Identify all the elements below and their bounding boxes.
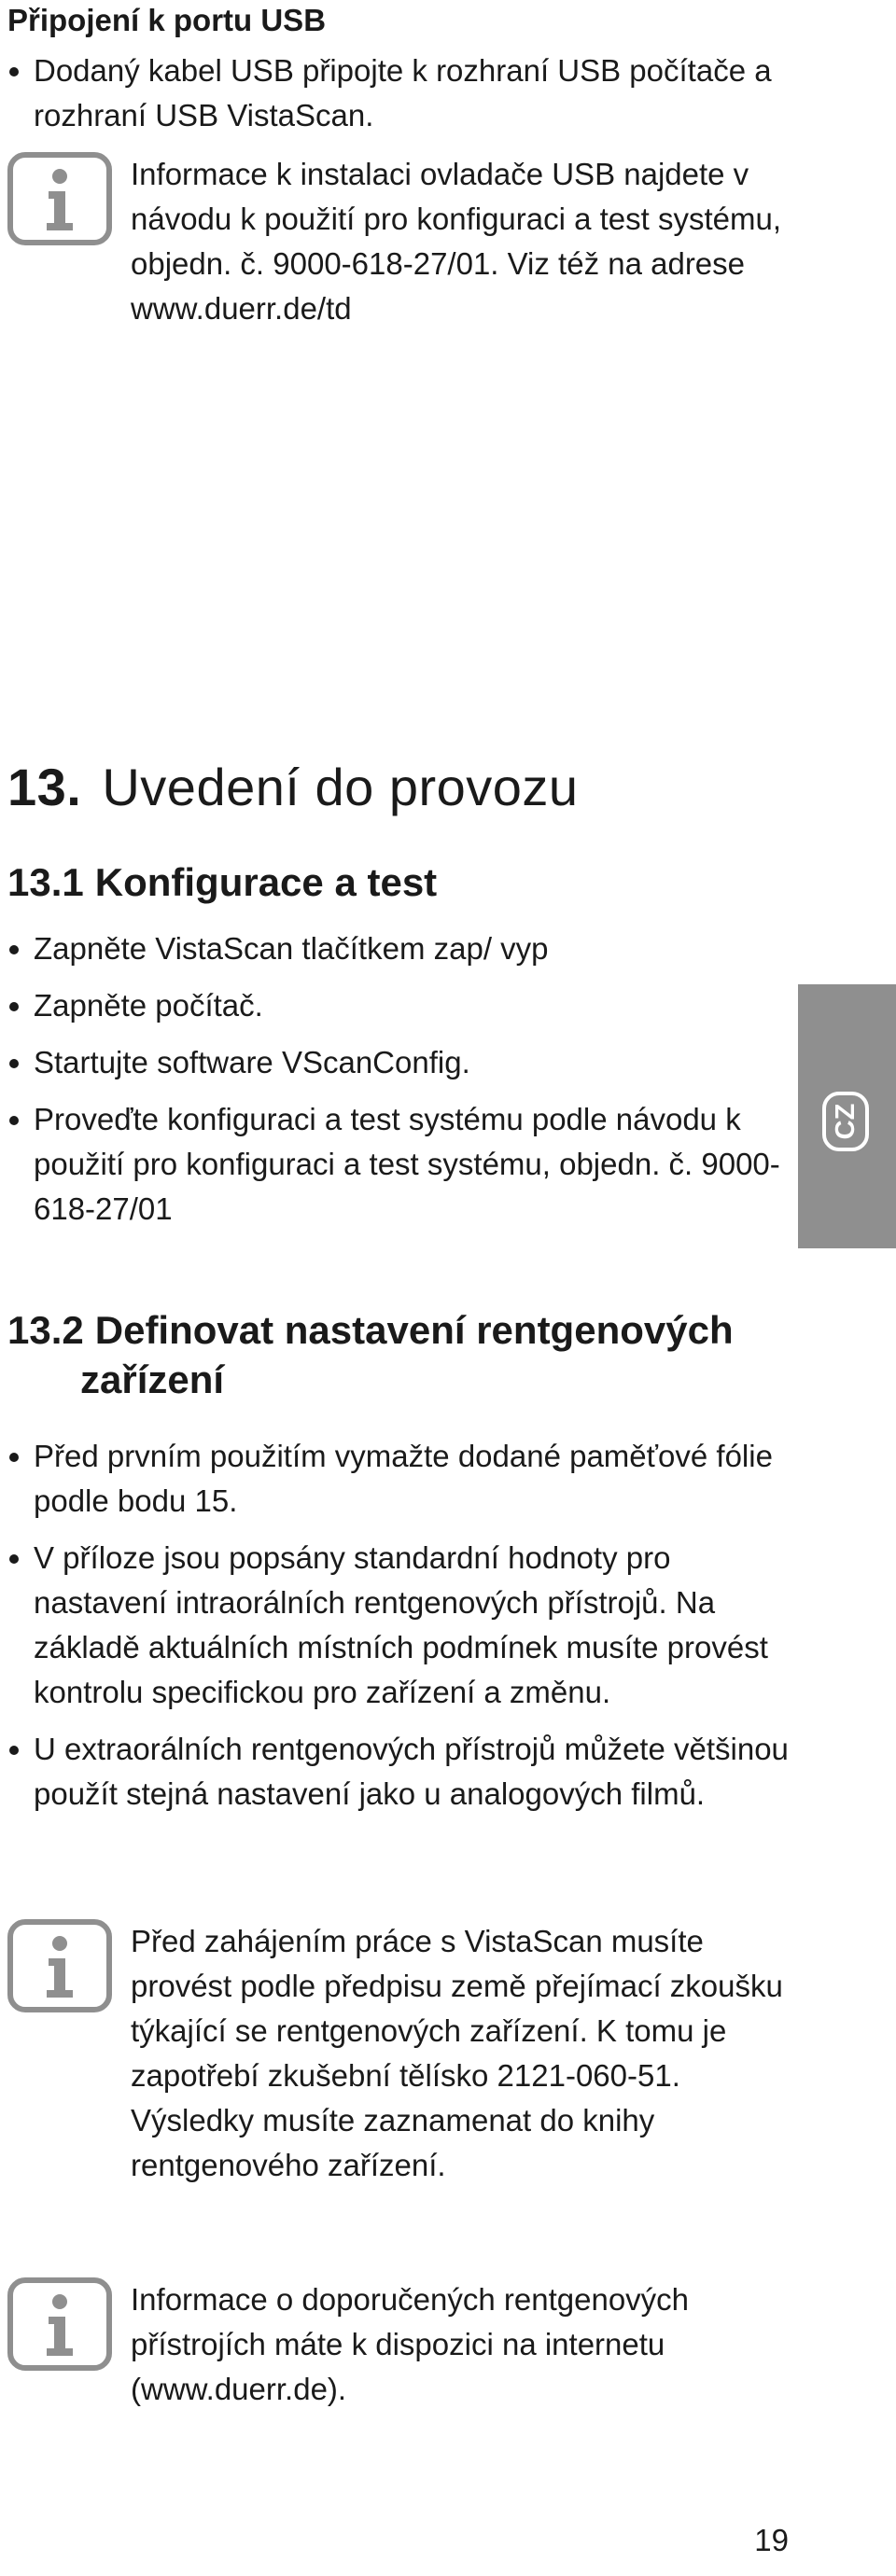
list-item: Dodaný kabel USB připojte k rozhraní USB počítače a rozhraní USB VistaScan.	[7, 49, 791, 138]
usb-bullet-list	[7, 49, 791, 150]
section-13-1-heading	[7, 858, 437, 908]
list-item: Proveďte konfiguraci a test systému podle návodu k použití pro konfiguraci a test systému, objedn. č. 9000-618-27/01	[7, 1097, 780, 1232]
chapter-heading	[7, 758, 579, 817]
section-13-2-bullet-list	[7, 1434, 791, 1829]
section-title-line-1: Definovat nastavení rentgenových	[94, 1308, 734, 1352]
section-title-line-2: zařízení	[80, 1357, 225, 1401]
info-text: Informace o doporučených rentgenových přístrojích máte k dispozici na internetu (www.duerr.de).	[131, 2282, 690, 2406]
usb-section-heading: Připojení k portu USB	[7, 3, 327, 37]
language-code: CZ	[830, 1103, 861, 1140]
section-13-1-bullet-list	[7, 926, 791, 1244]
list-item: V příloze jsou popsány standardní hodnoty pro nastavení intraorálních rentgenových přístrojů. Na základě aktuálních místních podmínek musíte provést kontrolu specifickou pro zařízení a změnu.	[7, 1536, 791, 1715]
info-icon	[7, 152, 112, 245]
language-badge	[822, 1092, 869, 1151]
list-item: Startujte software VScanConfig.	[7, 1040, 791, 1085]
info-icon	[7, 2277, 112, 2371]
page-number: 19	[754, 2523, 789, 2557]
list-item: Zapněte počítač.	[7, 983, 791, 1028]
chapter-title: Uvedení do provozu	[102, 758, 579, 816]
section-number: 13.1	[7, 860, 84, 904]
language-side-tab	[798, 984, 896, 1248]
section-13-2-heading	[7, 1306, 734, 1404]
list-item: Před prvním použitím vymažte dodané paměťové fólie podle bodu 15.	[7, 1434, 791, 1524]
info-text: Informace k instalaci ovladače USB najdete v návodu k použití pro konfiguraci a test systému, objedn. č. 9000-618-27/01. Viz též na adrese www.duerr.de/td	[131, 157, 782, 326]
section-title: Konfigurace a test	[94, 860, 438, 904]
list-item: U extraorálních rentgenových přístrojů můžete většinou použít stejná nastavení jako u analogových filmů.	[7, 1727, 791, 1817]
section-number: 13.2	[7, 1308, 84, 1352]
chapter-number: 13.	[7, 758, 82, 816]
info-text: Před zahájením práce s VistaScan musíte provést podle předpisu země přejímací zkoušku týkající se rentgenových zařízení. K tomu je zapotřebí zkušební tělísko 2121-060-51. Výsledky musíte zaznamenat do knihy rentgenového zařízení.	[131, 1924, 783, 2182]
info-icon	[7, 1919, 112, 2012]
list-item: Zapněte VistaScan tlačítkem zap/ vyp	[7, 926, 791, 971]
